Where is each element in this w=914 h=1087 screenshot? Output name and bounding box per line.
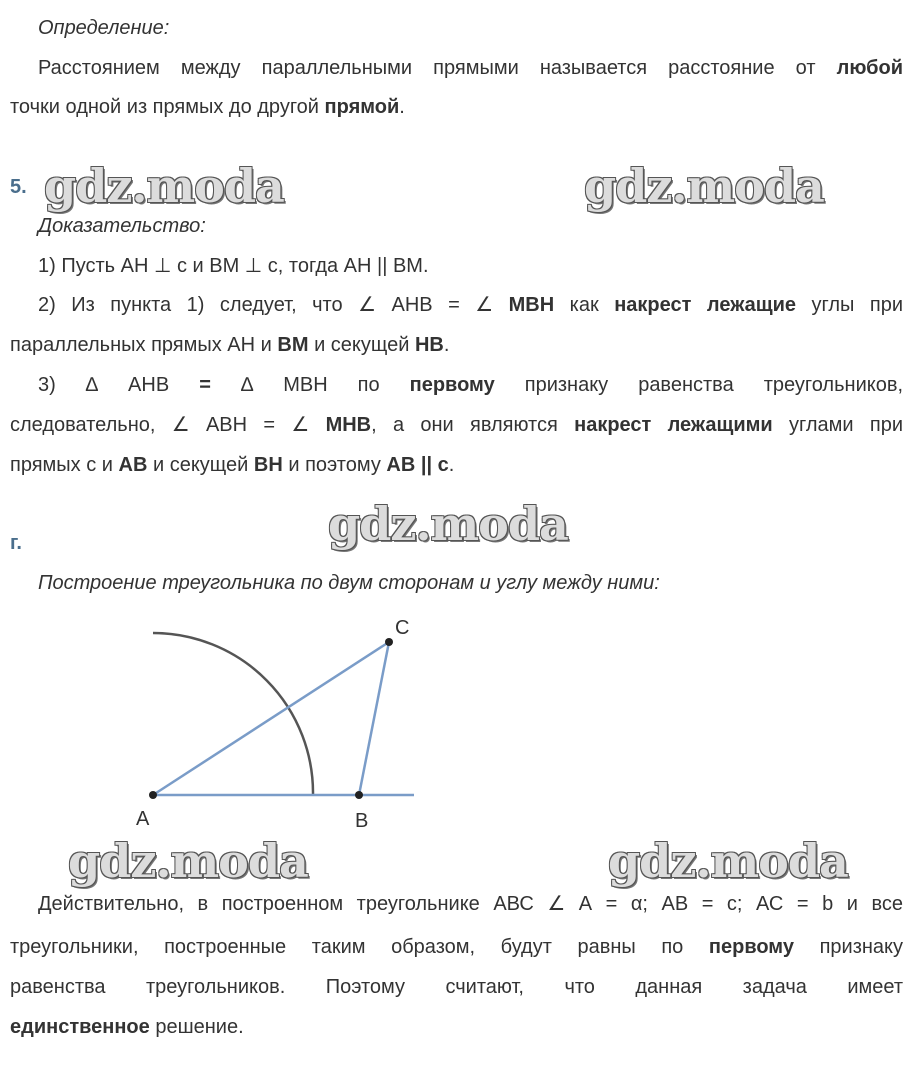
s2b: МВН bbox=[508, 294, 555, 316]
watermark: gdz.moda bbox=[68, 834, 308, 888]
s3l: АВ bbox=[118, 454, 148, 476]
label-b: B bbox=[355, 810, 369, 832]
p2c: признаку bbox=[819, 936, 904, 958]
conclusion-line-4 bbox=[10, 1015, 903, 1039]
watermark: gdz.moda bbox=[328, 497, 568, 551]
p3: равенства треугольников. Поэтому считают, что данная задача имеет bbox=[10, 976, 903, 998]
s3j: углами при bbox=[789, 414, 904, 436]
s2c: как bbox=[569, 294, 599, 316]
definition-line2-text: точки одной из прямых до другой bbox=[10, 96, 319, 118]
point-c bbox=[385, 638, 393, 646]
s2f: параллельных прямых АН и bbox=[10, 334, 272, 356]
definition-bold-line: прямой bbox=[324, 96, 400, 118]
side-ac bbox=[153, 642, 389, 795]
construction-heading: Построение треугольника по двум сторонам и углу между ними: bbox=[38, 572, 660, 594]
p1a: Действительно, в построенном треугольнике АВС ∠ А = α; АВ = с; АС = b и все bbox=[38, 893, 903, 915]
s2e: углы при bbox=[811, 294, 904, 316]
watermark: gdz.moda bbox=[44, 159, 284, 213]
conclusion-line-3 bbox=[10, 975, 903, 999]
s3h: , а они являются bbox=[371, 414, 558, 436]
s3q: . bbox=[448, 454, 455, 476]
construction-arc bbox=[153, 633, 313, 795]
p2b: первому bbox=[708, 936, 794, 958]
definition-text: Расстоянием между параллельными прямыми называется расстояние от bbox=[38, 57, 816, 79]
label-c: C bbox=[395, 617, 410, 639]
s2d: накрест лежащие bbox=[614, 294, 797, 316]
s2a: 2) Из пункта 1) следует, что ∠ АНВ = ∠ bbox=[38, 294, 494, 316]
definition-bold-any: любой bbox=[836, 57, 903, 79]
watermark: gdz.moda bbox=[584, 159, 824, 213]
s3b: = bbox=[199, 374, 211, 396]
conclusion-line-1 bbox=[38, 892, 903, 916]
s2h: и секущей bbox=[314, 334, 410, 356]
conclusion-line-2 bbox=[10, 935, 903, 959]
point-b bbox=[355, 791, 363, 799]
s2i: НВ bbox=[414, 334, 444, 356]
task-5-number: 5. bbox=[10, 176, 27, 198]
side-bc bbox=[359, 642, 389, 795]
s3o: и поэтому bbox=[288, 454, 381, 476]
definition-period: . bbox=[399, 96, 405, 118]
proof-heading: Доказательство: bbox=[38, 215, 206, 237]
s3k: прямых с и bbox=[10, 454, 113, 476]
label-a: A bbox=[136, 808, 150, 830]
s3i: накрест лежащими bbox=[574, 414, 773, 436]
point-a bbox=[149, 791, 157, 799]
s3p: АВ || с bbox=[386, 454, 449, 476]
p4b: решение. bbox=[155, 1016, 244, 1038]
s2j: . bbox=[443, 334, 450, 356]
p2a: треугольники, построенные таким образом, будут равны по bbox=[10, 936, 684, 958]
s3a: 3) ∆ АНВ bbox=[38, 374, 170, 396]
s3m: и секущей bbox=[152, 454, 249, 476]
s3e: признаку равенства треугольников, bbox=[524, 374, 904, 396]
s3n: ВН bbox=[253, 454, 283, 476]
s3g: МНВ bbox=[325, 414, 372, 436]
p4a: единственное bbox=[10, 1016, 150, 1038]
s3f: следовательно, ∠ АВН = ∠ bbox=[10, 414, 310, 436]
proof-step-1: 1) Пусть АН ⊥ с и ВМ ⊥ с, тогда АН || ВМ. bbox=[38, 255, 429, 277]
definition-heading: Определение: bbox=[38, 17, 170, 39]
s2g: ВМ bbox=[277, 334, 309, 356]
s3d: первому bbox=[409, 374, 495, 396]
watermark: gdz.moda bbox=[608, 834, 848, 888]
task-g-number: г. bbox=[10, 532, 22, 554]
s3c: ∆ МВН по bbox=[240, 374, 380, 396]
